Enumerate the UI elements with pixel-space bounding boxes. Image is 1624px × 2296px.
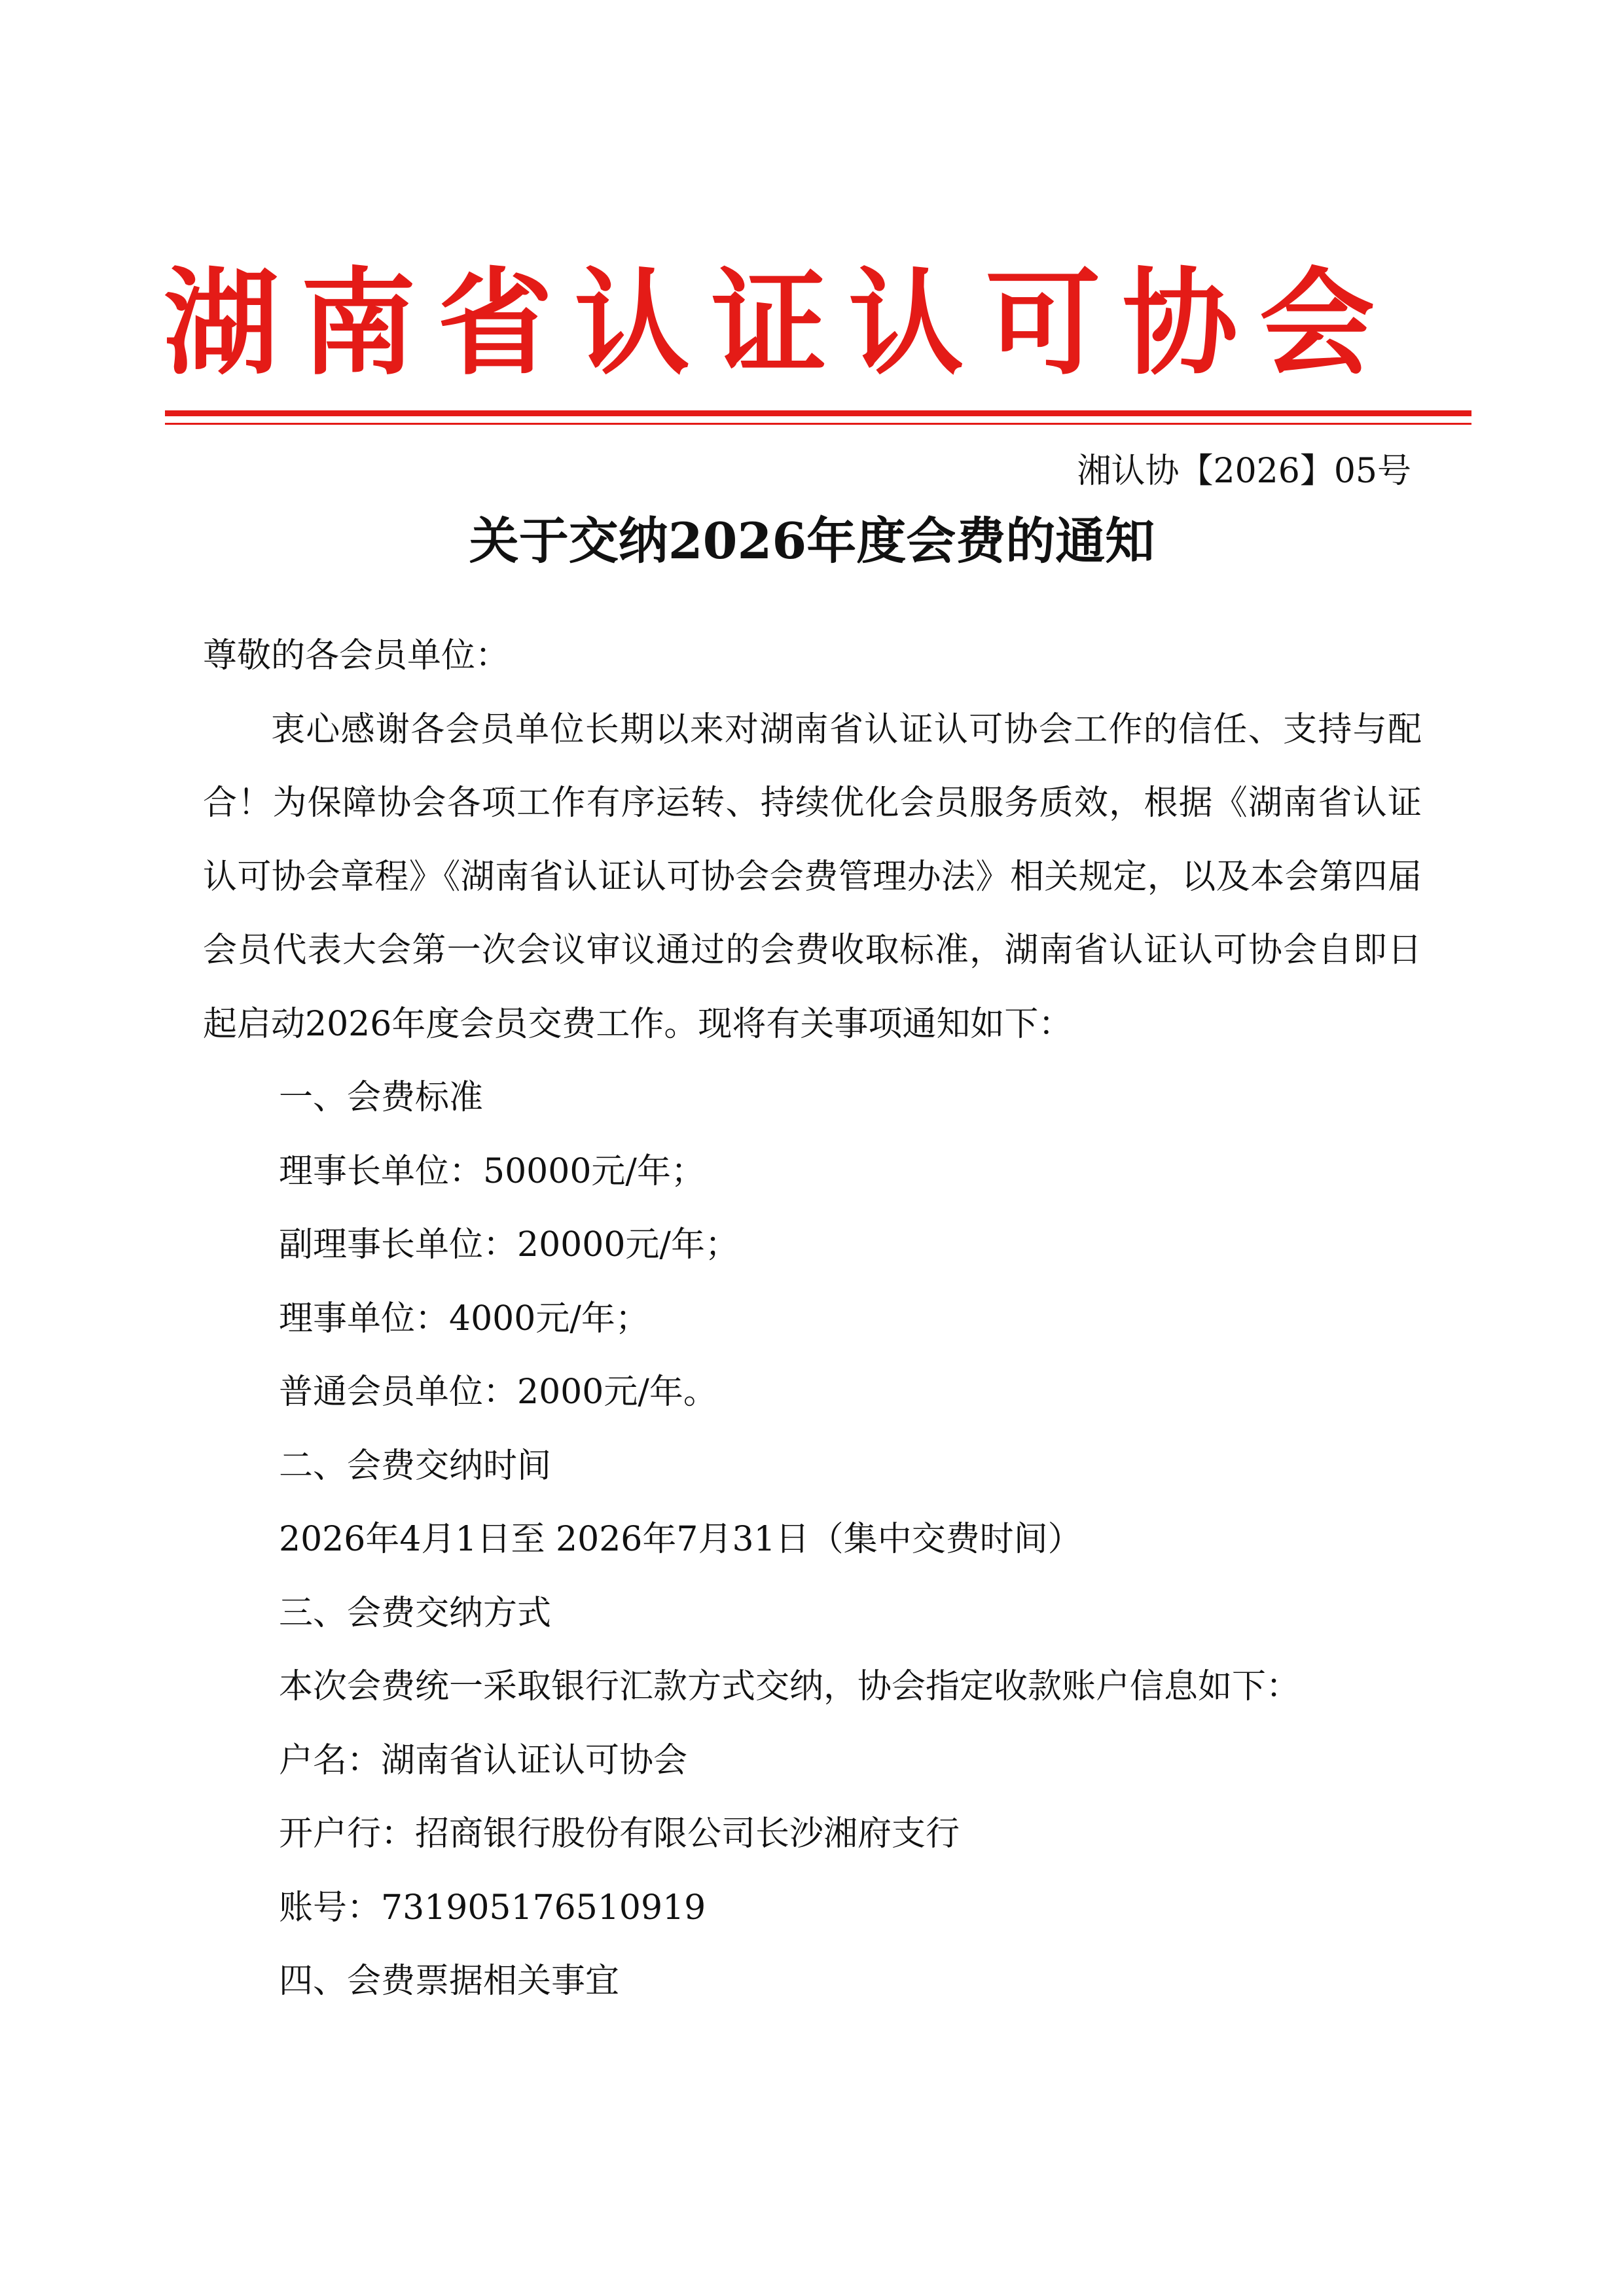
document-title: 关于交纳2026年度会费的通知 bbox=[469, 512, 1155, 570]
letterhead-divider-thin bbox=[165, 423, 1471, 425]
section-heading-invoice: 四、会费票据相关事宜 bbox=[279, 1962, 620, 2001]
payment-method-intro: 本次会费统一采取银行汇款方式交纳，协会指定收款账户信息如下： bbox=[279, 1667, 1301, 1706]
document-body bbox=[203, 619, 1422, 2018]
fee-item-director-unit: 理事单位：4000元/年； bbox=[279, 1299, 649, 1338]
intro-paragraph: 衷心感谢各会员单位长期以来对湖南省认证认可协会工作的信任、支持与配合！为保障协会各项工作有序运转、持续优化会员服务质效，根据《湖南省认证认可协会章程》《湖南省认证认可协会会费管理办法》相关规定，以及本会第四届会员代表大会第一次会议审议通过的会费收取标准，湖南省认证认可协会自即日起启动2026年度会员交费工作。现将有关事项通知如下： bbox=[203, 709, 1422, 1044]
bank-branch: 开户行：招商银行股份有限公司长沙湘府支行 bbox=[279, 1814, 960, 1854]
document-number: 湘认协【2026】05号 bbox=[1077, 452, 1411, 491]
section-heading-fee-standard: 一、会费标准 bbox=[279, 1078, 484, 1117]
payment-period: 2026年4月1日至 2026年7月31日（集中交费时间） bbox=[279, 1520, 1082, 1559]
bank-account-name: 户名：湖南省认证认可协会 bbox=[279, 1740, 688, 1780]
fee-item-chairman-unit: 理事长单位：50000元/年； bbox=[279, 1151, 705, 1191]
section-heading-payment-time: 二、会费交纳时间 bbox=[279, 1446, 552, 1486]
fee-item-ordinary-member-unit: 普通会员单位：2000元/年。 bbox=[279, 1372, 717, 1412]
organization-letterhead-title: 湖南省认证认可协会 bbox=[164, 257, 1375, 391]
letterhead-divider-thick bbox=[165, 410, 1471, 416]
fee-item-vice-chairman-unit: 副理事长单位：20000元/年； bbox=[279, 1225, 739, 1265]
bank-account-number: 账号：731905176510919 bbox=[279, 1888, 706, 1928]
salutation: 尊敬的各会员单位： bbox=[203, 636, 510, 675]
section-heading-payment-method: 三、会费交纳方式 bbox=[279, 1593, 552, 1633]
